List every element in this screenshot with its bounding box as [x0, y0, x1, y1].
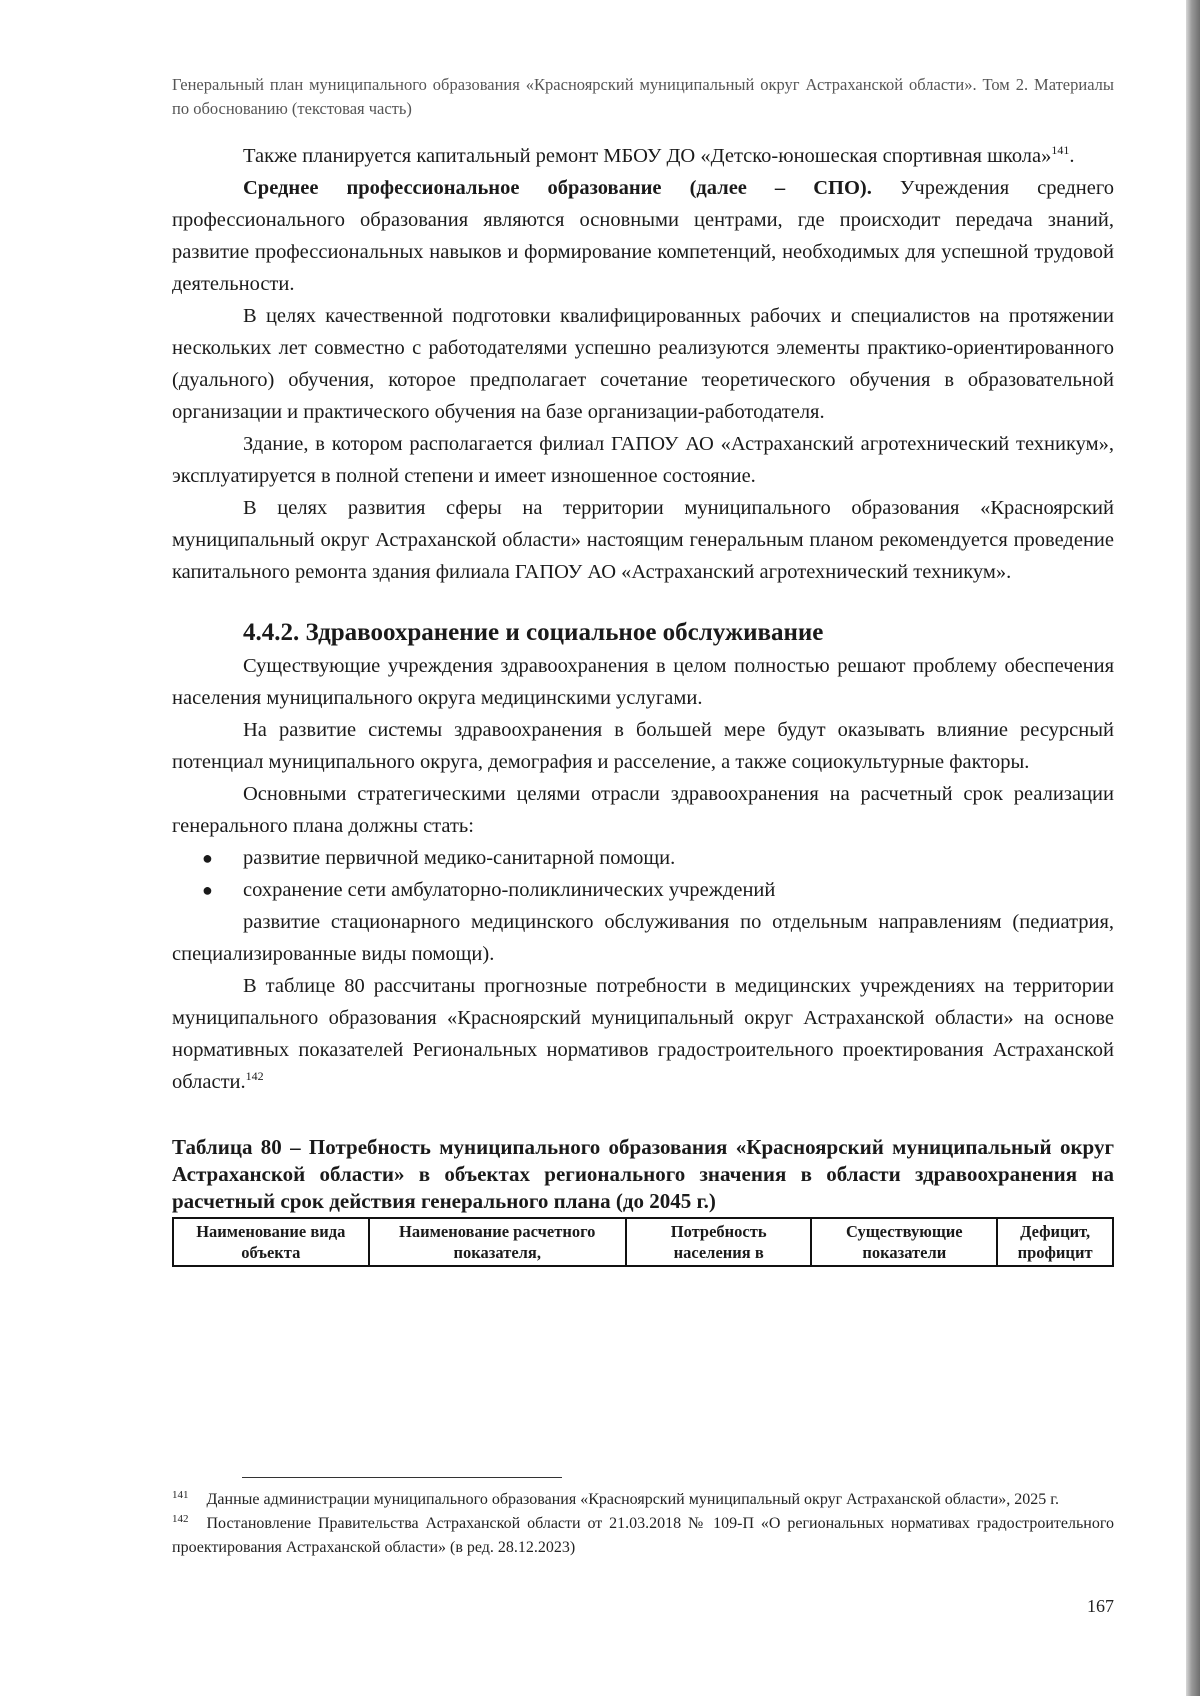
table-header-row	[173, 1218, 1113, 1266]
footnote-separator	[242, 1477, 562, 1478]
table-header-cell: Потребность населения в	[626, 1218, 812, 1266]
spo-term: Среднее профессиональное образование (далее – СПО).	[243, 177, 872, 199]
paragraph-strategic-goals: Основными стратегическими целями отрасли здравоохранения на расчетный срок реализации генерального плана должны стать:	[172, 783, 1114, 837]
table-header-cell: Дефицит, профицит	[997, 1218, 1113, 1266]
paragraph-healthcare-existing: Существующие учреждения здравоохранения в целом полностью решают проблему обеспечения населения муниципального округа медицинскими услугами.	[172, 655, 1114, 709]
paragraph-dual-education: В целях качественной подготовки квалифицированных рабочих и специалистов на протяжении нескольких лет совместно с работодателями успешно реализуются элементы практико-ориентированного (дуального) обучения, которое предполагает сочетание теоретического обучения в образовательной организации и практического обучения на базе организации-работодателя.	[172, 305, 1114, 423]
paragraph-inpatient: развитие стационарного медицинского обслуживания по отдельным направлениям (педиатрия, специализированные виды помощи).	[172, 911, 1114, 965]
bullet-icon: ●	[202, 880, 213, 900]
table-80	[172, 1217, 1114, 1267]
table-header-cell: Наименование вида объекта	[173, 1218, 369, 1266]
body-text	[172, 140, 1114, 1267]
table-header-cell: Наименование расчетного показателя,	[369, 1218, 626, 1266]
footnote-141: $^{141}$ Данные администрации муниципального образования «Красноярский муниципальный округ Астраханской области», 2025 г.	[172, 1488, 1060, 1508]
paragraph-healthcare-factors: На развитие системы здравоохранения в большей мере будут оказывать влияние ресурсный потенциал муниципального округа, демография и расселение, а также социокультурные факторы.	[172, 719, 1114, 773]
footnotes	[172, 1488, 1114, 1560]
table-header-cell: Существующие показатели	[811, 1218, 997, 1266]
page-number: 167	[1087, 1596, 1114, 1616]
section-heading: 4.4.2. Здравоохранение и социальное обслуживание	[243, 619, 824, 646]
list-item: ● сохранение сети амбулаторно-поликлинических учреждений	[172, 874, 1114, 906]
paragraph-building-state: Здание, в котором располагается филиал ГАПОУ АО «Астраханский агротехнический техникум», эксплуатируется в полной степени и имеет изношенное состояние.	[172, 433, 1114, 487]
goals-list	[172, 842, 1114, 906]
paragraph-table-intro: В таблице 80 рассчитаны прогнозные потребности в медицинских учреждениях на территории муниципального образования «Красноярский муниципальный округ Астраханской области» на основе нормативных показателей Региональных нормативов градостроительного проектирования Астраханской области.$^{142}$	[172, 975, 1114, 1093]
list-item: ● развитие первичной медико-санитарной помощи.	[172, 842, 1114, 874]
page-edge-shadow	[1186, 0, 1200, 1696]
paragraph-recommendation: В целях развития сферы на территории муниципального образования «Красноярский муниципальный округ Астраханской области» настоящим генеральным планом рекомендуется проведение капитального ремонта здания филиала ГАПОУ АО «Астраханский агротехнический техникум».	[172, 497, 1114, 583]
footnote-ref-141[interactable]: 141	[1051, 143, 1070, 158]
bullet-icon: ●	[202, 848, 213, 868]
paragraph-spo: Среднее профессиональное образование (далее – СПО). Учреждения среднего профессионального образования являются основными центрами, где происходит передача знаний, развитие профессиональных навыков и формирование компетенций, необходимых для успешной трудовой деятельности.	[172, 177, 1115, 295]
running-header: Генеральный план муниципального образования «Красноярский муниципальный округ Астраханской области». Том 2. Материалы по обоснованию (текстовая часть)	[172, 75, 1114, 118]
paragraph-sports-school: Также планируется капитальный ремонт МБОУ ДО «Детско-юношеская спортивная школа»$^{141}$.	[243, 143, 1075, 167]
footnote-142: $^{142}$ Постановление Правительства Астраханской области от 21.03.2018 № 109-П «О региональных нормативах градостроительного проектирования Астраханской области» (в ред. 28.12.2023)	[172, 1512, 1114, 1556]
table-title: Таблица 80 – Потребность муниципального образования «Красноярский муниципальный округ Астраханской области» в объектах регионального значения в области здравоохранения на расчетный срок действия генерального плана (до 2045 г.)	[172, 1135, 1114, 1213]
footnote-ref-142[interactable]: 142	[245, 1069, 264, 1084]
